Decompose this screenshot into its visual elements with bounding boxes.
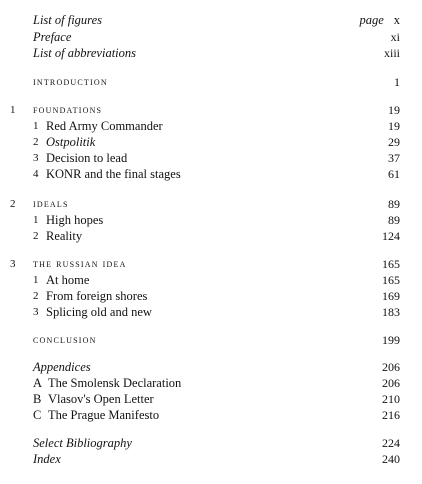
entry-page: xi <box>390 30 400 44</box>
toc-appendix <box>0 375 422 391</box>
toc-section <box>0 118 422 134</box>
entry-page: 206 <box>382 360 400 374</box>
entry-page: 124 <box>382 229 400 243</box>
appendix-letter: C <box>33 408 42 422</box>
entry-page: 165 <box>382 257 400 271</box>
toc-entry-index <box>0 451 422 467</box>
toc-section <box>0 150 422 166</box>
entry-page: 19 <box>388 103 400 117</box>
section-title: At home <box>46 273 90 287</box>
entry-page: x <box>393 13 400 27</box>
section-number: 2 <box>33 136 39 148</box>
entry-page: 199 <box>382 333 400 347</box>
section-title: KONR and the final stages <box>46 167 181 181</box>
appendix-title: The Prague Manifesto <box>48 408 160 422</box>
chapter-number: 2 <box>10 198 16 210</box>
section-title: Ostpolitik <box>46 135 96 149</box>
section-number: 3 <box>33 306 39 318</box>
entry-page: 89 <box>388 197 400 211</box>
toc-appendix <box>0 391 422 407</box>
appendix-title: Vlasov's Open Letter <box>48 392 154 406</box>
chapter-number: 3 <box>10 258 16 270</box>
entry-title: List of abbreviations <box>33 46 137 60</box>
entry-page: 61 <box>388 167 400 181</box>
section-title: High hopes <box>46 213 104 227</box>
entry-page: 183 <box>382 305 400 319</box>
appendix-letter: A <box>33 376 43 390</box>
entry-title: Preface <box>33 30 72 44</box>
section-number: 2 <box>33 230 39 242</box>
entry-title: Select Bibliography <box>33 436 132 450</box>
section-number: 1 <box>33 120 39 132</box>
toc-entry-appendices <box>0 359 422 375</box>
entry-page: 216 <box>382 408 400 422</box>
section-title: Red Army Commander <box>46 119 163 133</box>
chapter-title: the russian idea <box>33 258 127 270</box>
chapter-title: ideals <box>33 198 69 210</box>
section-title: Reality <box>46 229 83 243</box>
toc-entry-introduction <box>0 74 422 90</box>
section-number: 2 <box>33 290 39 302</box>
toc-section <box>0 272 422 288</box>
toc-section <box>0 228 422 244</box>
entry-page: xiii <box>383 46 400 60</box>
section-title: Splicing old and new <box>46 305 152 319</box>
section-title: Decision to lead <box>46 151 128 165</box>
toc-entry-list-of-abbreviations <box>0 45 422 61</box>
page-header-label: page <box>359 13 384 27</box>
toc-chapter-2 <box>0 196 422 212</box>
toc-entry-select-bibliography <box>0 435 422 451</box>
appendix-letter: B <box>33 392 42 406</box>
entry-title: introduction <box>33 76 108 88</box>
entry-title: Appendices <box>33 360 91 374</box>
toc-entry-preface <box>0 29 422 45</box>
section-number: 1 <box>33 214 39 226</box>
toc-section <box>0 288 422 304</box>
section-title: From foreign shores <box>46 289 148 303</box>
toc-appendix <box>0 407 422 423</box>
entry-title: conclusion <box>33 334 97 346</box>
entry-page: 89 <box>388 213 400 227</box>
chapter-title: foundations <box>33 104 103 116</box>
entry-page: 19 <box>388 119 400 133</box>
entry-page: 1 <box>394 75 400 89</box>
section-number: 3 <box>33 152 39 164</box>
toc-section <box>0 304 422 320</box>
toc-chapter-1 <box>0 102 422 118</box>
entry-title: List of figures <box>33 13 102 27</box>
chapter-number: 1 <box>10 104 16 116</box>
entry-page: 29 <box>388 135 400 149</box>
toc-entry-conclusion <box>0 332 422 348</box>
section-number: 4 <box>33 168 39 180</box>
entry-page: 165 <box>382 273 400 287</box>
entry-page: 169 <box>382 289 400 303</box>
toc-section <box>0 212 422 228</box>
section-number: 1 <box>33 274 39 286</box>
entry-title: Index <box>33 452 61 466</box>
toc-chapter-3 <box>0 256 422 272</box>
entry-page: 206 <box>382 376 400 390</box>
entry-page: 37 <box>388 151 400 165</box>
entry-page: 240 <box>382 452 400 466</box>
appendix-title: The Smolensk Declaration <box>48 376 182 390</box>
toc-section <box>0 134 422 150</box>
toc-section <box>0 166 422 182</box>
entry-page: 224 <box>382 436 400 450</box>
entry-page: 210 <box>382 392 400 406</box>
toc-entry-list-of-figures <box>0 12 422 28</box>
